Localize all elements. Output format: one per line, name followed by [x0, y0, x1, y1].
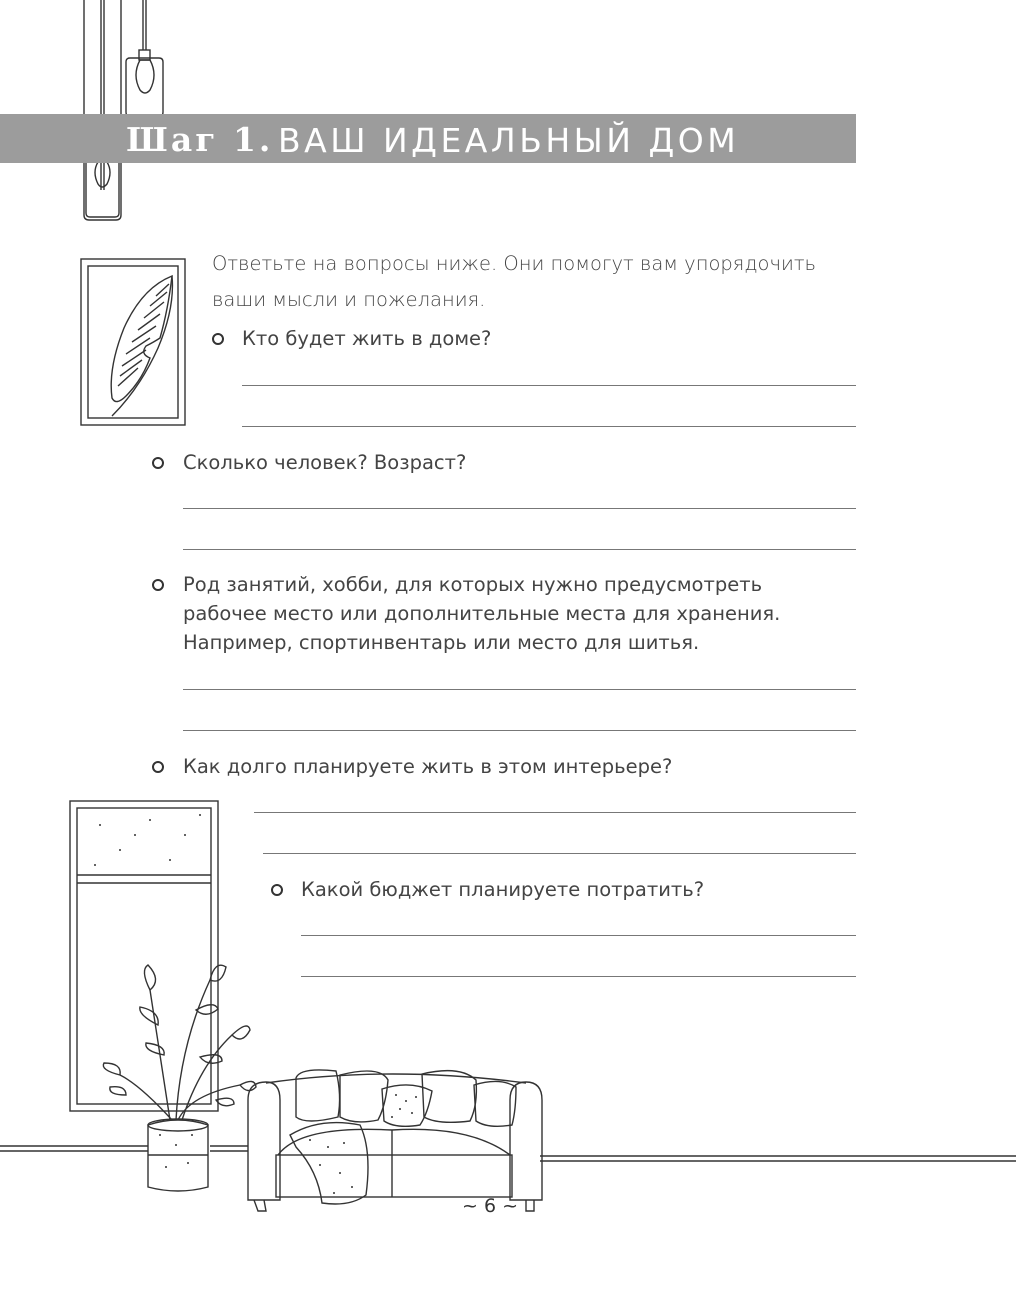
- page-title: ВАШ ИДЕАЛЬНЫЙ ДОМ: [278, 121, 740, 160]
- bullet-icon: [152, 579, 164, 591]
- framed-leaf-illustration: [80, 258, 190, 428]
- question-3-line-1: Род занятий, хобби, для которых нужно предусмотреть: [183, 573, 763, 596]
- question-3-line-3: Например, спортинвентарь или место для шитья.: [183, 631, 700, 654]
- bullet-icon: [152, 761, 164, 773]
- answer-line[interactable]: [183, 508, 856, 509]
- answer-line[interactable]: [242, 385, 856, 386]
- bullet-icon: [212, 333, 224, 345]
- intro-text: Ответьте на вопросы ниже. Они помогут вам упорядочить ваши мысли и пожелания.: [212, 252, 817, 311]
- bullet-icon: [152, 457, 164, 469]
- question-3-line-2: рабочее место или дополнительные места для хранения.: [183, 602, 781, 625]
- question-4: Как долго планируете жить в этом интерьере?: [183, 755, 673, 778]
- step-label: Шаг 1.: [126, 120, 274, 159]
- answer-line[interactable]: [183, 730, 856, 731]
- page-number: ~ 6 ~: [461, 1195, 518, 1217]
- question-5: Какой бюджет планируете потратить?: [301, 878, 705, 901]
- question-2: Сколько человек? Возраст?: [183, 451, 467, 474]
- answer-line[interactable]: [183, 689, 856, 690]
- question-1: Кто будет жить в доме?: [242, 327, 492, 350]
- room-illustration: [0, 795, 1016, 1055]
- answer-line[interactable]: [183, 549, 856, 550]
- answer-line[interactable]: [242, 426, 856, 427]
